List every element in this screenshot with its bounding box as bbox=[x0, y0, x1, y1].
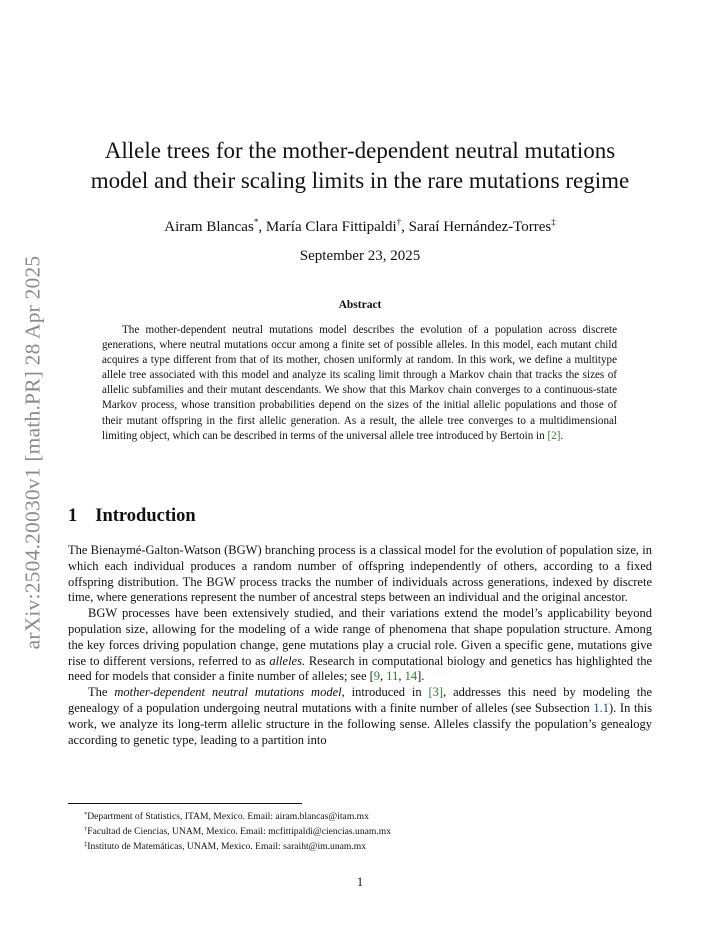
citation-link[interactable]: 14 bbox=[404, 669, 418, 684]
paragraph-2: BGW processes have been extensively studied, and their variations extend the model’s applicability beyond population size, allowing for the modeling of a wide range of phenomena that shape population structure. Among the key forces driving population change, gene mutations play a crucial role. Given a specific gene, mutations give rise to different versions, referred to as alleles. Research in computational biology and genetics has highlighted the need for models that consider a finite number of alleles; see [9, 11, 14]. bbox=[68, 606, 652, 684]
arxiv-identifier-text: arXiv:2504.20030v1 [math.PR] 28 Apr 2025 bbox=[20, 255, 45, 649]
paragraph-text: ]. bbox=[417, 669, 425, 684]
footnote bbox=[84, 838, 391, 853]
footnotes bbox=[84, 808, 391, 853]
paragraph-text: , introduced in bbox=[341, 685, 429, 700]
section-title: Introduction bbox=[95, 506, 196, 526]
paragraph-text: , addresses this need by modeling the genealogy of a population undergoing neutral mutations with a finite number of alleles (see Subsection bbox=[68, 685, 652, 715]
emphasis-model-name: mother-dependent neutral mutations model bbox=[114, 685, 342, 700]
footnote-mark: * bbox=[84, 811, 88, 818]
author-name: María Clara Fittipaldi bbox=[265, 219, 397, 235]
page-number: 1 bbox=[356, 875, 364, 889]
section-heading bbox=[68, 506, 196, 527]
footnote bbox=[84, 808, 391, 823]
paragraph-1: The Bienaymé-Galton-Watson (BGW) branching process is a classical model for the evolution of population size, in which each individual produces a random number of offspring independently of others, according to a fixed offspring distribution. The BGW process tracks the number of individuals across generations, indexed by discrete time, where generations represent the number of ancestral steps between an individual and the original ancestor. bbox=[68, 543, 652, 605]
abstract-end: . bbox=[560, 429, 564, 442]
introduction-body bbox=[68, 543, 652, 748]
paper-title bbox=[60, 136, 660, 196]
abstract-heading: Abstract bbox=[338, 299, 382, 311]
footnote bbox=[84, 823, 391, 838]
author-list: Airam Blancas*, María Clara Fittipaldi†, Saraí Hernández-Torres‡ bbox=[164, 217, 556, 235]
title-line-2: model and their scaling limits in the rare mutations regime bbox=[90, 168, 630, 193]
subsection-link[interactable]: 1.1 bbox=[593, 700, 610, 715]
footnote-text: Department of Statistics, ITAM, Mexico. Email: airam.blancas@itam.mx bbox=[87, 811, 369, 822]
citation-link[interactable]: [3] bbox=[428, 685, 444, 700]
author-footnote-mark: ‡ bbox=[551, 217, 556, 227]
footnote-text: Facultad de Ciencias, UNAM, Mexico. Email: mcfittipaldi@ciencias.unam.mx bbox=[87, 826, 392, 837]
author-footnote-mark: * bbox=[253, 217, 259, 227]
arxiv-margin-identifier bbox=[8, 248, 58, 656]
citation-link[interactable]: 9 bbox=[373, 669, 381, 684]
abstract-body bbox=[102, 323, 617, 444]
author-name: Saraí Hernández-Torres bbox=[408, 219, 552, 235]
author-name: Airam Blancas bbox=[164, 219, 254, 235]
author-footnote-mark: † bbox=[396, 217, 402, 227]
abstract-text: The mother-dependent neutral mutations model describes the evolution of a population across discrete generations, where neutral mutations occur among a finite set of possible alleles. In this model, each mutant child acquires a type different from that of its mother, chosen uniformly at random. In this work, we define a multitype allele tree associated with this model and analyze its scaling limit through a Markov chain that tracks the sizes of allelic subfamilies and their mutant descendants. We show that this Markov chain converges to a continuous-state Markov process, whose transition probabilities depend on the sizes of the initial allelic populations and those of their mutant offspring in the first allelic generation. As a result, the allele tree converges to a multidimensional limiting object, which can be described in terms of the universal allele tree introduced by Bertoin in bbox=[102, 324, 617, 442]
citation-link[interactable]: [2] bbox=[547, 429, 561, 442]
footnote-mark: † bbox=[84, 826, 88, 833]
section-number: 1 bbox=[68, 506, 78, 526]
title-line-1: Allele trees for the mother-dependent neutral mutations bbox=[104, 138, 616, 163]
footnote-text: Instituto de Matemáticas, UNAM, Mexico. Email: saraiht@im.unam.mx bbox=[87, 841, 366, 852]
paragraph-text: BGW processes have been extensively studied, and their variations extend the model’s applicability beyond population size, allowing for the modeling of a wide range of phenomena that shape population structure. Among the key forces driving population change, gene mutations play a crucial role. Given a specific gene, mutations give rise to different versions, referred to as bbox=[68, 606, 652, 668]
paragraph-3 bbox=[68, 685, 652, 748]
citation-link[interactable]: 11 bbox=[386, 669, 399, 684]
footnote-rule bbox=[68, 803, 302, 804]
publication-date: September 23, 2025 bbox=[299, 248, 421, 264]
paragraph-text: Research in computational biology and genetics has highlighted the need for models that consider a finite number of alleles; see [ bbox=[68, 653, 652, 684]
footnote-mark: ‡ bbox=[84, 841, 88, 848]
emphasis-alleles: alleles. bbox=[269, 653, 306, 668]
paragraph-text: ). In this work, we analyze its long-term allelic structure in the following sense. Alleles classify the population’s genealogy according to genetic type, leading to a partition into bbox=[68, 700, 653, 747]
paragraph-text: The bbox=[88, 685, 115, 700]
